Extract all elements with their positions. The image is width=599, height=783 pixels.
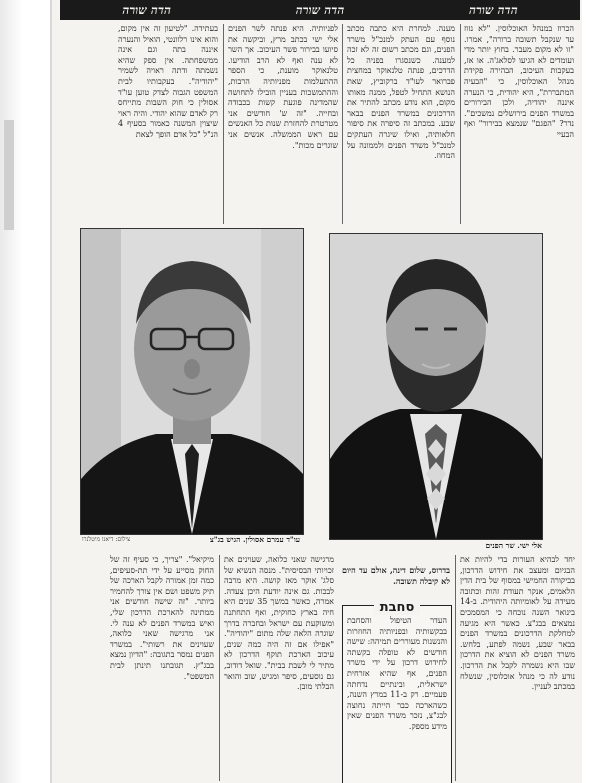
- column-rule: [219, 555, 220, 781]
- photo-minister-caption: אלי ישי. שר הפנים: [485, 541, 542, 550]
- photo-minister-image: [330, 234, 542, 539]
- bottom-column-2-top: [342, 565, 450, 595]
- header-item: הדה שורה: [122, 2, 171, 17]
- bottom-column-4: [110, 555, 214, 783]
- top-column-3-text: לפניותיה. היא פנתה לשר הפנים אלי ישי בכתב מרץ, וביקשה את סיועו בבירור פשר העיכוב. אך השר לא ענה ואף לא הרב הודיעו. טלנאוקר מוענת, כי הספר ההתעלמות מפניותיה הרבות, וההתמשכות בעניין הובילו לתחושה שהמדינה פוגעת קשות בכבודה ובחייה. "זה ש' חודשים אני מטרטרת להחזרת שנות כל האנשים עם ראש הממשלה. אנשים אני שוגרים מכות".: [228, 24, 338, 150]
- photo-lawyer: [80, 228, 304, 535]
- page-edge-strip: [4, 120, 14, 230]
- sidebar-title: [343, 596, 451, 615]
- sidebar-body-text: העדר הטיפול והסחבת בבקשותיה ובפניותיה החוזרות והנשנות מעוררים תמיהה: שישה חודשים לא טופלה בקשתה לחידוש דרכון על ידי משרד הפנים, אף שהיא אזרחית ישראלית, ובינתיים נדחתה פעמיים. רק ב-11 במרץ השנה, כשהארכה כבר הייתה נחוצה לבג"צ, נזכר משרד הפנים שאין מידע מספק.: [347, 616, 447, 731]
- header-bar: [60, 0, 580, 20]
- top-column-4: [118, 24, 218, 226]
- sidebar-title-text: סחבת: [374, 600, 421, 615]
- column-rule: [460, 24, 461, 224]
- top-column-1-text: הכרוז במנהל האוכלוסין. "לא נזוז עד שנקבל תשובה ברורה", אמרו. "זו לא מקום מעבר. בחוץ יותר מדי ועומדים לא הגיעו לסלאג'ה. או אז, בעקבות העיכוב, הבהירה פקידת מנהל האוכלוסין, כי "הבעיה המתבררת", היא יהודית, כי הנערה איננה יהודיה, ולכן הבירורים במשרד הפנים בירושלים נמשכים". נדר? "הפגם" שנמצא בבירור" ואף הבעיי: [464, 24, 574, 139]
- sidebar-box: [342, 600, 452, 783]
- column-rule: [455, 555, 456, 781]
- header-item: הדה שורה: [469, 2, 518, 17]
- header-item: הדה שורה: [295, 2, 345, 17]
- bottom-column-1: [460, 555, 575, 783]
- column-rule: [342, 24, 343, 224]
- bottom-column-3: [224, 555, 334, 783]
- column-rule: [223, 24, 224, 224]
- photo-credit: צילום: דיאנו מיטלנרו: [82, 536, 131, 543]
- bottom-column-4-text: מיקיאל". "צריך, כי סעיף זה של החוק מסייע על ידי תת-סעיפים, כמה זמן אמורה לקבל הארכה של תיק משפט ושם אין צורך להחמיר ביותר. "זה שישה חודשים אני ממתינה להארכת הדרכון שלי, ואיש במשרד הפנים לא ענה לי. אני מרגישה שאני כלואה, שעוינים את רשותי". במשרד הפנים נמסר בתגובה: "הדיון נמצא בבג"ץ. תגובתנו תינתן לבית המשפט".: [110, 555, 214, 681]
- top-column-4-text: בעתידה. "לטיעון זה אין מקום, והוא אינו רלוונטי, הואיל והנערה איננה בתה וגם אינה ממשפחתה. אין ספק שהיא נשמתה ודתה ראויה לשמיר "יהודיה". בעקבותיו לבית המשפט הגבוה לצדק טוען עו"ד אסולין כי חוק השבות מתייחס רק לאדם שהוא יהודי. והיה ראוי שיצוין המשנה כאמור בסעיף 4 הנ"ל "כל אדם הופך לצאת: [118, 24, 218, 139]
- top-column-2: [347, 24, 455, 226]
- top-column-2-text: מענה. למחרת היא כתבה מכתב נוסף עם העתק למנכ"ל משרד הפנים, וגם מכתב רשום זה לא זכה למענה. כשנסגרו בפניה כל הדרכים, פנתה טלנאוקר במחצית פברואר לעו"ד ברקוביץ, שאת הנושא התחיל לטפל, ממנה מאותו מקום, הוא נודע מכתב להתיר את הדרכונים במשרד הפנים בבאר שבע. במכתב זה סיפרה את סיפור חלאותיה, ואילו שיגרה העתקים למנכ"ל משרד הפנים ולממונה על המחוז.: [347, 24, 455, 161]
- sidebar-body: [347, 616, 447, 782]
- top-column-1: [464, 24, 574, 226]
- top-column-3: [228, 24, 338, 226]
- bottom-column-1-text: יחד לבהיא העורות בדי להיות את הבגיום ומעצב את חידוש הדרכון, בביקורה החמישי במסוף של בית הדין הלאמים, אנקר תעודת זהות וכתובה מעידה על לאומיותה היהודית. ב-14 בינואר השנה נוכחה כי המסמכים נמצאים בבג"צ. כאשר היא מגיעה למחלקת הדרכונים במשרד הפנים בבאר שבע, נשמה לפתע, בלחש. משרד הפנים לא הוציא את הדרכון שבו היא נשמרה לקבל את הדרכון. נודע לה כי מנהל אוכלוסין, שנשלח במכתב לעניין.: [460, 555, 575, 692]
- bottom-column-3-text: מרגישה שאני כלואה, שעוינים את זכויותי הבסיסית". מנסה הנשיא של סלג' אוקר מאז קושה. היא מרבה לבכות. גם אינה יודעת היכן צעדה. אמרה, כאשר במשך 35 שנים היא חיה בארץ כחוקית, ואף התחתנה ומשוקעת עם ישראל ובחברה בדרך שוגרה הלאה שלה מתום "יהודיה". "אפילו אם זה היה כמה שנים, עיכוב הארכת תוקף הדרכון לא מתיר לי לשבת בבית". שואל דודוב, גם נוסעים, סיפר ומגיש, שוב והואר הבלתי מובן.: [224, 555, 334, 692]
- photo-minister: [329, 233, 543, 540]
- newspaper-page: [52, 0, 582, 783]
- page-edge: [0, 0, 22, 783]
- bottom-column-2-text: בדרוס, שלום דינה, אולם עד היום לא קיבלה תשובה.: [342, 565, 450, 586]
- photo-lawyer-image: [81, 229, 303, 534]
- photo-lawyer-caption: עו"ד עמרם אסולין. הגיש בג"צ: [209, 535, 300, 544]
